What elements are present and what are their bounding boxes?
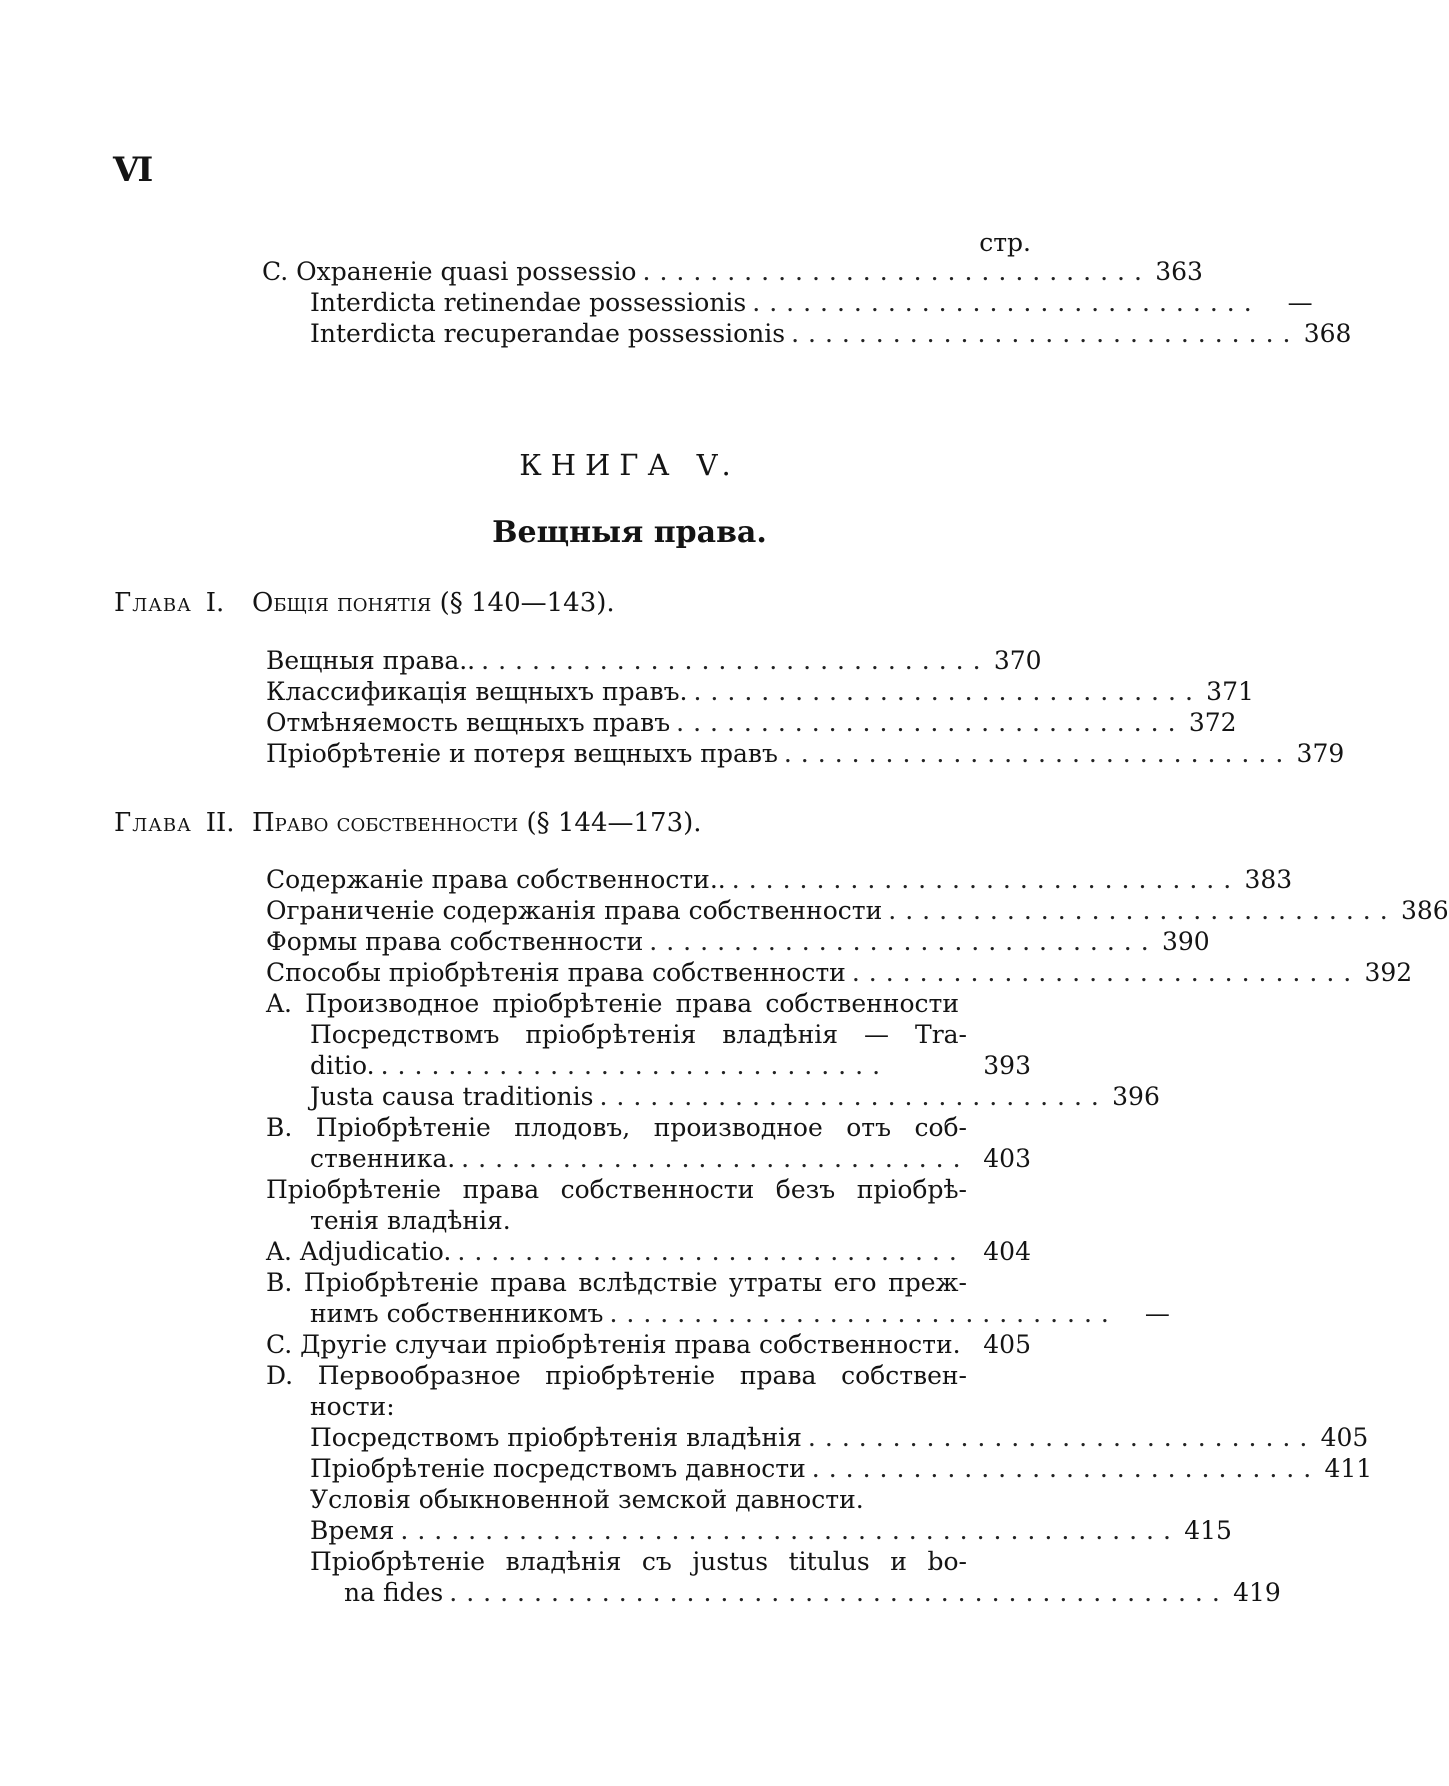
- chapter-title: Общія понятія (§ 140—143).: [252, 588, 615, 618]
- toc-entry-page: 404: [983, 1237, 1031, 1266]
- leader-dots: ..............................: [791, 319, 1300, 348]
- leader-dots: ..............................................: [449, 1578, 1229, 1607]
- toc-entry-page: 363: [1155, 257, 1203, 286]
- toc-entry-text: Содержаніе права собственности..: [266, 865, 726, 894]
- toc-entry: [266, 864, 1293, 896]
- toc-entry-page: 370: [993, 646, 1042, 675]
- toc-entry: [310, 318, 1352, 350]
- toc-entry-text: Формы права собственности: [266, 927, 644, 956]
- toc-entry-page: 372: [1188, 708, 1237, 737]
- toc-entry: [266, 1236, 1031, 1268]
- toc-entry: [310, 1050, 1031, 1082]
- book-title: КНИГА V.: [519, 448, 740, 482]
- toc-entry-text: ditio.: [310, 1051, 375, 1080]
- leader-dots: ..............................................: [400, 1516, 1180, 1545]
- toc-entry-text: Ограниченіе содержанія права собственности: [266, 896, 883, 925]
- chapter-label: Глава: [114, 808, 192, 838]
- page-number: VI: [113, 150, 152, 190]
- toc-entry-page: 419: [1233, 1578, 1281, 1607]
- leader-dots: ..............................: [807, 1423, 1317, 1452]
- leader-dots: ..............................: [609, 1299, 1118, 1328]
- toc-entry: [310, 1298, 1170, 1330]
- toc-line: тенія владѣнія.: [310, 1206, 511, 1235]
- leader-dots: ..............................: [481, 646, 990, 675]
- toc-entry-text: Interdicta retinendae possessionis: [310, 288, 747, 317]
- toc-line: A. Производное пріобрѣтеніе права собственности: [266, 989, 959, 1018]
- leader-dots: ..............................: [783, 739, 1293, 768]
- toc-entry-text: Пріобрѣтеніе посредствомъ давности: [310, 1454, 806, 1483]
- toc-entry: [266, 926, 1210, 958]
- toc-entry-page: 383: [1244, 865, 1293, 894]
- toc-entry: [310, 1081, 1160, 1113]
- toc-entry-page: —: [1287, 288, 1313, 317]
- toc-entry: [310, 1422, 1369, 1454]
- toc-entry: [266, 1329, 1031, 1361]
- leader-dots: ..............................: [731, 865, 1241, 894]
- toc-entry-text: ственника.: [310, 1144, 456, 1173]
- toc-entry: [266, 707, 1237, 739]
- leader-dots: ..............................: [811, 1454, 1321, 1483]
- toc-entry-page: 405: [1320, 1423, 1369, 1452]
- leader-dots: ..............................: [461, 1144, 970, 1173]
- toc-entry-page: —: [1144, 1299, 1170, 1328]
- toc-line: D. Первообразное пріобрѣтеніе права собствен-: [266, 1361, 967, 1390]
- leader-dots: ..............................: [676, 708, 1185, 737]
- leader-dots: ..............................: [599, 1082, 1108, 1111]
- toc-entry-page: 403: [983, 1144, 1031, 1173]
- toc-line: B. Пріобрѣтеніе права вслѣдствіе утраты его преж-: [266, 1268, 967, 1297]
- toc-entry-text: Способы пріобрѣтенія права собственности: [266, 958, 846, 987]
- toc-entry: [266, 957, 1413, 989]
- book-subtitle: Вещныя права.: [492, 515, 767, 550]
- toc-entry-page: 405: [983, 1330, 1031, 1359]
- leader-dots: ..............................: [752, 288, 1261, 317]
- toc-line: Пріобрѣтеніе права собственности безъ пріобрѣ-: [266, 1175, 967, 1204]
- toc-entry-text: Пріобрѣтеніе и потеря вещныхъ правъ: [266, 739, 778, 768]
- toc-entry: [266, 738, 1345, 770]
- toc-entry-page: 396: [1112, 1082, 1160, 1111]
- toc-entry-text: Justa causa traditionis: [310, 1082, 594, 1111]
- toc-entry-text: Отмѣняемость вещныхъ правъ: [266, 708, 671, 737]
- toc-entry: [310, 1453, 1373, 1485]
- toc-entry-text: C. Охраненіе quasi possessio: [262, 257, 637, 286]
- toc-entry-text: нимъ собственникомъ: [310, 1299, 604, 1328]
- toc-entry-text: A. Adjudicatio.: [266, 1237, 452, 1266]
- toc-entry: [266, 676, 1254, 708]
- toc-entry-text: C. Другіе случаи пріобрѣтенія права собственности.: [266, 1330, 961, 1359]
- toc-entry-page: 371: [1206, 677, 1254, 706]
- toc-entry-text: Время: [310, 1516, 395, 1545]
- toc-entry-text: na fides: [344, 1578, 444, 1607]
- toc-line: Посредствомъ пріобрѣтенія владѣнія — Tra-: [310, 1020, 967, 1049]
- leader-dots: ..............................: [642, 257, 1151, 286]
- toc-line: ности:: [310, 1392, 395, 1421]
- toc-entry: [266, 645, 1042, 677]
- leader-dots: ..............................: [693, 677, 1202, 706]
- toc-entry-text: Вещныя права..: [266, 646, 476, 675]
- chapter-number: I.: [205, 588, 225, 618]
- toc-entry: [310, 1143, 1031, 1175]
- chapter-heading: [114, 808, 702, 838]
- toc-entry-page: 411: [1324, 1454, 1373, 1483]
- chapter-heading: [114, 588, 615, 618]
- toc-entry: [310, 287, 1313, 319]
- toc-entry: [262, 256, 1203, 288]
- page-column-label: стр.: [979, 228, 1031, 257]
- toc-entry-text: Interdicta recuperandae possessionis: [310, 319, 786, 348]
- toc-line: Условія обыкновенной земской давности.: [310, 1485, 864, 1514]
- chapter-label: Глава: [114, 588, 192, 618]
- leader-dots: ..............................: [888, 896, 1397, 925]
- toc-entry-text: Посредствомъ пріобрѣтенія владѣнія: [310, 1423, 802, 1452]
- toc-line: B. Пріобрѣтеніе плодовъ, производное отъ соб-: [266, 1113, 967, 1142]
- toc-entry-page: 390: [1161, 927, 1210, 956]
- toc-entry: [310, 1515, 1232, 1547]
- toc-entry: [266, 895, 1449, 927]
- toc-entry-text: Классификація вещныхъ правъ.: [266, 677, 688, 706]
- toc-entry-page: 415: [1184, 1516, 1232, 1545]
- toc-entry-page: 386: [1400, 896, 1449, 925]
- leader-dots: ..............................: [457, 1237, 966, 1266]
- toc-entry-page: 393: [983, 1051, 1031, 1080]
- chapter-number: II.: [205, 808, 235, 838]
- leader-dots: ..............................: [851, 958, 1361, 987]
- leader-dots: ..............................: [380, 1051, 890, 1080]
- toc-entry-page: 368: [1303, 319, 1352, 348]
- toc-line: Пріобрѣтеніе владѣнія съ justus titulus и bo-: [310, 1547, 967, 1576]
- leader-dots: ..............................: [649, 927, 1158, 956]
- toc-entry-page: 379: [1296, 739, 1345, 768]
- toc-entry: [344, 1577, 1281, 1609]
- toc-entry-page: 392: [1364, 958, 1413, 987]
- chapter-title: Право собственности (§ 144—173).: [252, 808, 702, 838]
